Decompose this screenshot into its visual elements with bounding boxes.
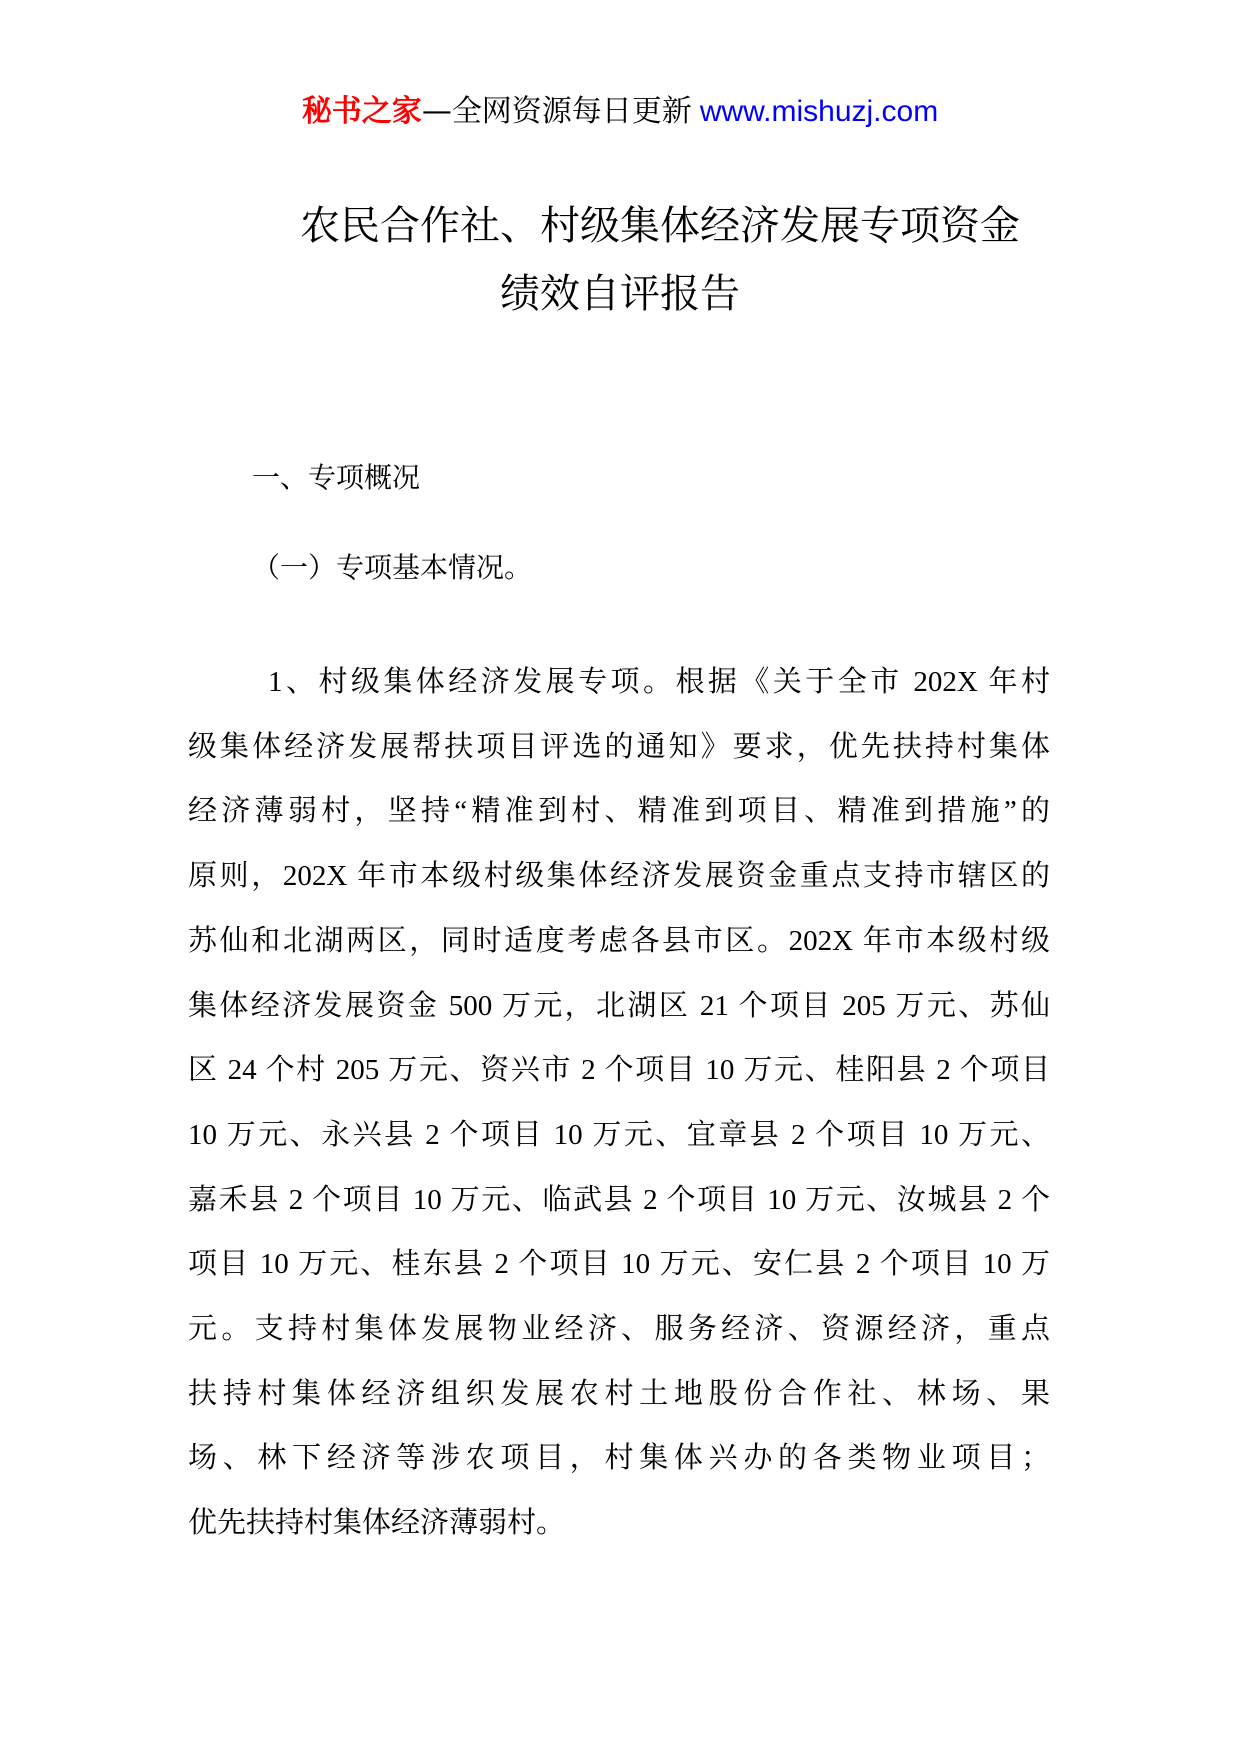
paragraph-line: 元。支持村集体发展物业经济、服务经济、资源经济，重点: [188, 1313, 1050, 1346]
subsection-heading-basic-info: （一）专项基本情况。: [252, 551, 533, 584]
paragraph-line: 1、村级集体经济发展专项。根据《关于全市 202X 年村: [268, 666, 1050, 698]
paragraph-line: 苏仙和北湖两区，同时适度考虑各县市区。202X 年市本级村级: [188, 924, 1050, 957]
section-heading-overview: 一、专项概况: [252, 461, 421, 494]
document-title-line-2: 绩效自评报告: [500, 271, 740, 317]
paragraph-line: 项目 10 万元、桂东县 2 个项目 10 万元、安仁县 2 个项目 10 万: [188, 1248, 1050, 1281]
paragraph-line: 经济薄弱村，坚持“精准到村、精准到项目、精准到措施”的: [188, 795, 1050, 828]
brand-name: 秘书之家: [301, 94, 422, 129]
paragraph-line: 原则，202X 年市本级村级集体经济发展资金重点支持市辖区的: [188, 860, 1050, 893]
paragraph-line: 区 24 个村 205 万元、资兴市 2 个项目 10 万元、桂阳县 2 个项目: [188, 1054, 1050, 1087]
document-title: [0, 195, 1240, 325]
site-header-banner: [0, 92, 1240, 132]
document-title-line-1: 农民合作社、村级集体经济发展专项资金: [300, 203, 1020, 249]
paragraph-line: 集体经济发展资金 500 万元，北湖区 21 个项目 205 万元、苏仙: [188, 989, 1050, 1022]
body-paragraph-village-economy: [188, 650, 1050, 1556]
paragraph-line: 场、林下经济等涉农项目，村集体兴办的各类物业项目；: [188, 1442, 1050, 1475]
site-url-link[interactable]: www.mishuzj.com: [699, 95, 939, 128]
paragraph-line: 级集体经济发展帮扶项目评选的通知》要求，优先扶持村集体: [188, 730, 1050, 763]
paragraph-line: 优先扶持村集体经济薄弱村。: [188, 1507, 566, 1540]
paragraph-line: 扶持村集体经济组织发展农村土地股份合作社、林场、果: [188, 1377, 1050, 1410]
paragraph-line: 10 万元、永兴县 2 个项目 10 万元、宜章县 2 个项目 10 万元、: [188, 1118, 1050, 1151]
paragraph-line: 嘉禾县 2 个项目 10 万元、临武县 2 个项目 10 万元、汝城县 2 个: [188, 1183, 1050, 1216]
brand-tagline: —全网资源每日更新: [421, 94, 692, 129]
